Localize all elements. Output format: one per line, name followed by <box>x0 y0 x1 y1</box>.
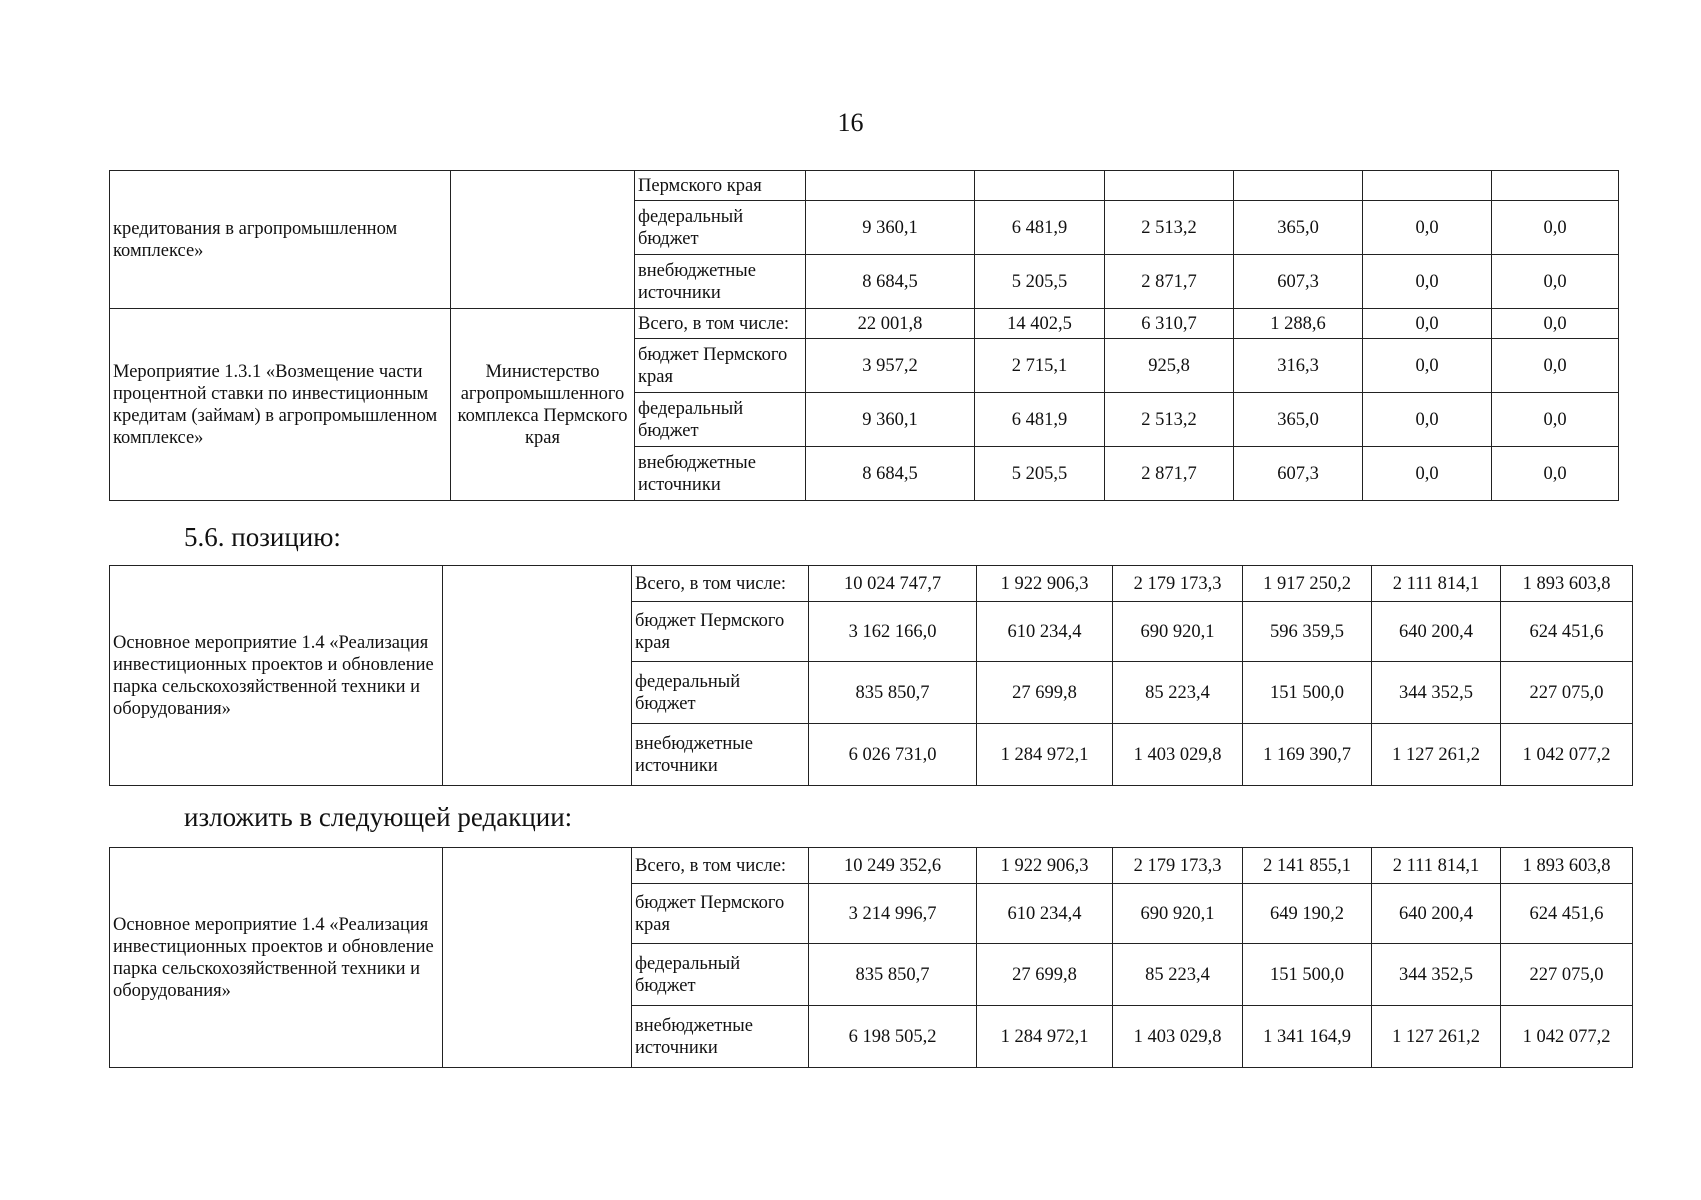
value-cell: 85 223,4 <box>1113 944 1243 1006</box>
value-cell: 1 127 261,2 <box>1372 724 1501 786</box>
value-cell: 1 917 250,2 <box>1243 566 1372 602</box>
value-cell: 0,0 <box>1492 339 1619 393</box>
funding-source-cell: внебюджетные источники <box>635 447 806 501</box>
value-cell: 227 075,0 <box>1501 944 1633 1006</box>
value-cell: 2 513,2 <box>1105 201 1234 255</box>
section-heading-position: 5.6. позицию: <box>184 522 341 552</box>
value-cell <box>806 171 975 201</box>
value-cell: 1 403 029,8 <box>1113 724 1243 786</box>
value-cell: 1 127 261,2 <box>1372 1006 1501 1068</box>
value-cell: 5 205,5 <box>975 447 1105 501</box>
value-cell: 6 481,9 <box>975 201 1105 255</box>
table-main-measure-1-4-new <box>109 847 1633 1068</box>
value-cell: 1 403 029,8 <box>1113 1006 1243 1068</box>
measure-description-cell: Основное мероприятие 1.4 «Реализация инвестиционных проектов и обновление парка сельскохозяйственной техники и оборудования» <box>110 848 443 1068</box>
value-cell: 2 111 814,1 <box>1372 848 1501 884</box>
section-heading-new-edition: изложить в следующей редакции: <box>184 802 573 832</box>
value-cell: 3 957,2 <box>806 339 975 393</box>
value-cell: 1 288,6 <box>1234 309 1363 339</box>
value-cell: 0,0 <box>1363 255 1492 309</box>
value-cell: 624 451,6 <box>1501 884 1633 944</box>
value-cell: 344 352,5 <box>1372 944 1501 1006</box>
value-cell: 0,0 <box>1363 393 1492 447</box>
value-cell: 5 205,5 <box>975 255 1105 309</box>
value-cell: 835 850,7 <box>809 944 977 1006</box>
value-cell: 1 341 164,9 <box>1243 1006 1372 1068</box>
value-cell <box>975 171 1105 201</box>
funding-source-cell: федеральный бюджет <box>635 201 806 255</box>
value-cell: 6 026 731,0 <box>809 724 977 786</box>
value-cell: 1 893 603,8 <box>1501 566 1633 602</box>
funding-source-cell: бюджет Пермского края <box>635 339 806 393</box>
value-cell: 610 234,4 <box>977 602 1113 662</box>
funding-source-cell: федеральный бюджет <box>635 393 806 447</box>
value-cell: 9 360,1 <box>806 393 975 447</box>
value-cell <box>1363 171 1492 201</box>
value-cell: 0,0 <box>1492 447 1619 501</box>
value-cell: 2 179 173,3 <box>1113 566 1243 602</box>
value-cell: 690 920,1 <box>1113 602 1243 662</box>
table-row <box>110 848 1633 884</box>
value-cell: 0,0 <box>1492 393 1619 447</box>
executor-cell <box>443 566 632 786</box>
executor-cell <box>451 171 635 309</box>
value-cell: 10 249 352,6 <box>809 848 977 884</box>
value-cell: 1 042 077,2 <box>1501 724 1633 786</box>
executor-cell: Министерство агропромышленного комплекса Пермского края <box>451 309 635 501</box>
funding-source-cell: федеральный бюджет <box>632 944 809 1006</box>
value-cell: 1 922 906,3 <box>977 848 1113 884</box>
value-cell: 1 284 972,1 <box>977 724 1113 786</box>
value-cell: 9 360,1 <box>806 201 975 255</box>
value-cell: 151 500,0 <box>1243 662 1372 724</box>
value-cell: 690 920,1 <box>1113 884 1243 944</box>
value-cell: 344 352,5 <box>1372 662 1501 724</box>
value-cell: 2 715,1 <box>975 339 1105 393</box>
value-cell: 0,0 <box>1363 339 1492 393</box>
funding-source-cell: внебюджетные источники <box>632 1006 809 1068</box>
value-cell: 2 871,7 <box>1105 447 1234 501</box>
value-cell: 0,0 <box>1363 309 1492 339</box>
executor-cell <box>443 848 632 1068</box>
value-cell <box>1105 171 1234 201</box>
value-cell: 0,0 <box>1492 255 1619 309</box>
value-cell: 1 042 077,2 <box>1501 1006 1633 1068</box>
value-cell: 607,3 <box>1234 255 1363 309</box>
value-cell: 8 684,5 <box>806 255 975 309</box>
value-cell: 6 198 505,2 <box>809 1006 977 1068</box>
funding-source-cell: Всего, в том числе: <box>632 848 809 884</box>
value-cell: 640 200,4 <box>1372 884 1501 944</box>
value-cell: 0,0 <box>1363 447 1492 501</box>
value-cell: 3 214 996,7 <box>809 884 977 944</box>
value-cell: 365,0 <box>1234 393 1363 447</box>
funding-source-cell: Всего, в том числе: <box>635 309 806 339</box>
value-cell: 2 111 814,1 <box>1372 566 1501 602</box>
funding-source-cell: федеральный бюджет <box>632 662 809 724</box>
value-cell: 1 893 603,8 <box>1501 848 1633 884</box>
value-cell: 365,0 <box>1234 201 1363 255</box>
value-cell: 2 513,2 <box>1105 393 1234 447</box>
value-cell: 2 179 173,3 <box>1113 848 1243 884</box>
value-cell: 1 922 906,3 <box>977 566 1113 602</box>
value-cell: 0,0 <box>1363 201 1492 255</box>
value-cell: 0,0 <box>1492 201 1619 255</box>
value-cell: 8 684,5 <box>806 447 975 501</box>
measure-description-cell: кредитования в агропромышленном комплексе» <box>110 171 451 309</box>
value-cell: 1 284 972,1 <box>977 1006 1113 1068</box>
value-cell: 151 500,0 <box>1243 944 1372 1006</box>
page-number: 16 <box>837 108 864 137</box>
funding-source-cell: внебюджетные источники <box>632 724 809 786</box>
value-cell: 607,3 <box>1234 447 1363 501</box>
measure-description-cell: Основное мероприятие 1.4 «Реализация инвестиционных проектов и обновление парка сельскохозяйственной техники и оборудования» <box>110 566 443 786</box>
value-cell: 27 699,8 <box>977 662 1113 724</box>
funding-source-cell: Всего, в том числе: <box>632 566 809 602</box>
value-cell: 2 141 855,1 <box>1243 848 1372 884</box>
value-cell: 2 871,7 <box>1105 255 1234 309</box>
value-cell: 3 162 166,0 <box>809 602 977 662</box>
value-cell: 6 481,9 <box>975 393 1105 447</box>
funding-source-cell: бюджет Пермского края <box>632 884 809 944</box>
value-cell <box>1234 171 1363 201</box>
table-row <box>110 171 1619 201</box>
value-cell: 10 024 747,7 <box>809 566 977 602</box>
measure-description-cell: Мероприятие 1.3.1 «Возмещение части процентной ставки по инвестиционным кредитам (займам) в агропромышленном комплексе» <box>110 309 451 501</box>
funding-source-cell: внебюджетные источники <box>635 255 806 309</box>
value-cell: 610 234,4 <box>977 884 1113 944</box>
value-cell <box>1492 171 1619 201</box>
table-measure-1-3-1 <box>109 170 1619 501</box>
value-cell: 227 075,0 <box>1501 662 1633 724</box>
value-cell: 27 699,8 <box>977 944 1113 1006</box>
value-cell: 624 451,6 <box>1501 602 1633 662</box>
table-row <box>110 309 1619 339</box>
value-cell: 14 402,5 <box>975 309 1105 339</box>
value-cell: 0,0 <box>1492 309 1619 339</box>
value-cell: 649 190,2 <box>1243 884 1372 944</box>
value-cell: 640 200,4 <box>1372 602 1501 662</box>
table-row <box>110 566 1633 602</box>
value-cell: 316,3 <box>1234 339 1363 393</box>
value-cell: 1 169 390,7 <box>1243 724 1372 786</box>
value-cell: 22 001,8 <box>806 309 975 339</box>
value-cell: 925,8 <box>1105 339 1234 393</box>
value-cell: 85 223,4 <box>1113 662 1243 724</box>
value-cell: 596 359,5 <box>1243 602 1372 662</box>
funding-source-cell: Пермского края <box>635 171 806 201</box>
value-cell: 835 850,7 <box>809 662 977 724</box>
table-main-measure-1-4-current <box>109 565 1633 786</box>
funding-source-cell: бюджет Пермского края <box>632 602 809 662</box>
value-cell: 6 310,7 <box>1105 309 1234 339</box>
